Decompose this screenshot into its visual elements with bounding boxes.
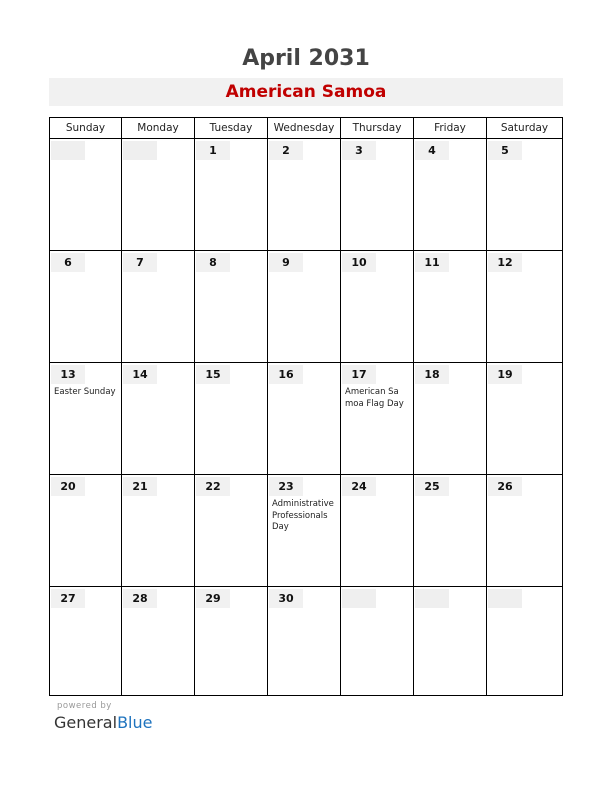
day-cell[interactable] — [50, 139, 122, 251]
day-cell[interactable] — [414, 251, 487, 363]
day-number: 6 — [51, 253, 85, 272]
weekday-header-3: Wednesday — [268, 118, 341, 139]
day-number: 19 — [488, 365, 522, 384]
day-number: 7 — [123, 253, 157, 272]
day-number — [123, 141, 157, 160]
day-cell[interactable] — [268, 251, 341, 363]
day-number: 10 — [342, 253, 376, 272]
day-cell[interactable] — [268, 475, 341, 587]
day-number: 24 — [342, 477, 376, 496]
day-cell[interactable] — [487, 475, 562, 587]
weekday-header-2: Tuesday — [195, 118, 268, 139]
day-number: 27 — [51, 589, 85, 608]
weekday-header-6: Saturday — [487, 118, 562, 139]
day-number: 12 — [488, 253, 522, 272]
day-number: 23 — [269, 477, 303, 496]
weekday-header-1: Monday — [122, 118, 195, 139]
day-number: 15 — [196, 365, 230, 384]
region-banner — [49, 78, 563, 106]
day-cell[interactable] — [122, 251, 195, 363]
day-cell[interactable] — [122, 587, 195, 695]
day-number: 8 — [196, 253, 230, 272]
brand-general: General — [54, 713, 118, 732]
day-cell[interactable] — [341, 587, 414, 695]
day-number: 25 — [415, 477, 449, 496]
day-cell[interactable] — [195, 587, 268, 695]
weekday-header-4: Thursday — [341, 118, 414, 139]
day-cell[interactable] — [414, 139, 487, 251]
day-number: 13 — [51, 365, 85, 384]
brand-logo[interactable] — [54, 713, 152, 732]
page-title: April 2031 — [242, 46, 370, 71]
day-number: 11 — [415, 253, 449, 272]
day-cell[interactable] — [195, 363, 268, 475]
day-number: 20 — [51, 477, 85, 496]
day-number: 9 — [269, 253, 303, 272]
day-cell[interactable] — [414, 475, 487, 587]
day-cell[interactable] — [195, 475, 268, 587]
day-cell[interactable] — [122, 139, 195, 251]
day-cell[interactable] — [50, 475, 122, 587]
day-cell[interactable] — [268, 587, 341, 695]
day-cell[interactable] — [195, 251, 268, 363]
day-cell[interactable] — [341, 139, 414, 251]
day-number: 21 — [123, 477, 157, 496]
day-cell[interactable] — [50, 363, 122, 475]
day-number: 26 — [488, 477, 522, 496]
day-number: 17 — [342, 365, 376, 384]
holiday-label: Administrative Professionals Day — [272, 499, 334, 532]
day-number: 2 — [269, 141, 303, 160]
day-cell[interactable] — [50, 251, 122, 363]
day-cell[interactable] — [268, 139, 341, 251]
day-cell[interactable] — [487, 251, 562, 363]
day-cell[interactable] — [341, 363, 414, 475]
day-number: 28 — [123, 589, 157, 608]
day-number: 30 — [269, 589, 303, 608]
weekday-header-0: Sunday — [50, 118, 122, 139]
powered-by-label: powered by — [57, 701, 112, 711]
day-number: 29 — [196, 589, 230, 608]
day-cell[interactable] — [487, 587, 562, 695]
day-number — [51, 141, 85, 160]
day-cell[interactable] — [414, 587, 487, 695]
holiday-label: American Samoa Flag Day — [345, 387, 404, 409]
day-cell[interactable] — [487, 363, 562, 475]
calendar-grid — [49, 117, 563, 696]
day-number: 3 — [342, 141, 376, 160]
day-cell[interactable] — [341, 475, 414, 587]
holiday-label: Easter Sunday — [54, 387, 116, 397]
day-cell[interactable] — [122, 475, 195, 587]
day-number: 14 — [123, 365, 157, 384]
day-number: 4 — [415, 141, 449, 160]
day-number: 22 — [196, 477, 230, 496]
brand-blue: Blue — [117, 713, 153, 732]
day-cell[interactable] — [195, 139, 268, 251]
day-cell[interactable] — [487, 139, 562, 251]
day-number: 1 — [196, 141, 230, 160]
day-cell[interactable] — [414, 363, 487, 475]
day-number — [488, 589, 522, 608]
day-cell[interactable] — [268, 363, 341, 475]
day-cell[interactable] — [122, 363, 195, 475]
region-name: American Samoa — [225, 82, 387, 102]
day-number: 18 — [415, 365, 449, 384]
weekday-header-5: Friday — [414, 118, 487, 139]
day-cell[interactable] — [341, 251, 414, 363]
day-number: 16 — [269, 365, 303, 384]
day-number — [415, 589, 449, 608]
day-number — [342, 589, 376, 608]
day-number: 5 — [488, 141, 522, 160]
day-cell[interactable] — [50, 587, 122, 695]
